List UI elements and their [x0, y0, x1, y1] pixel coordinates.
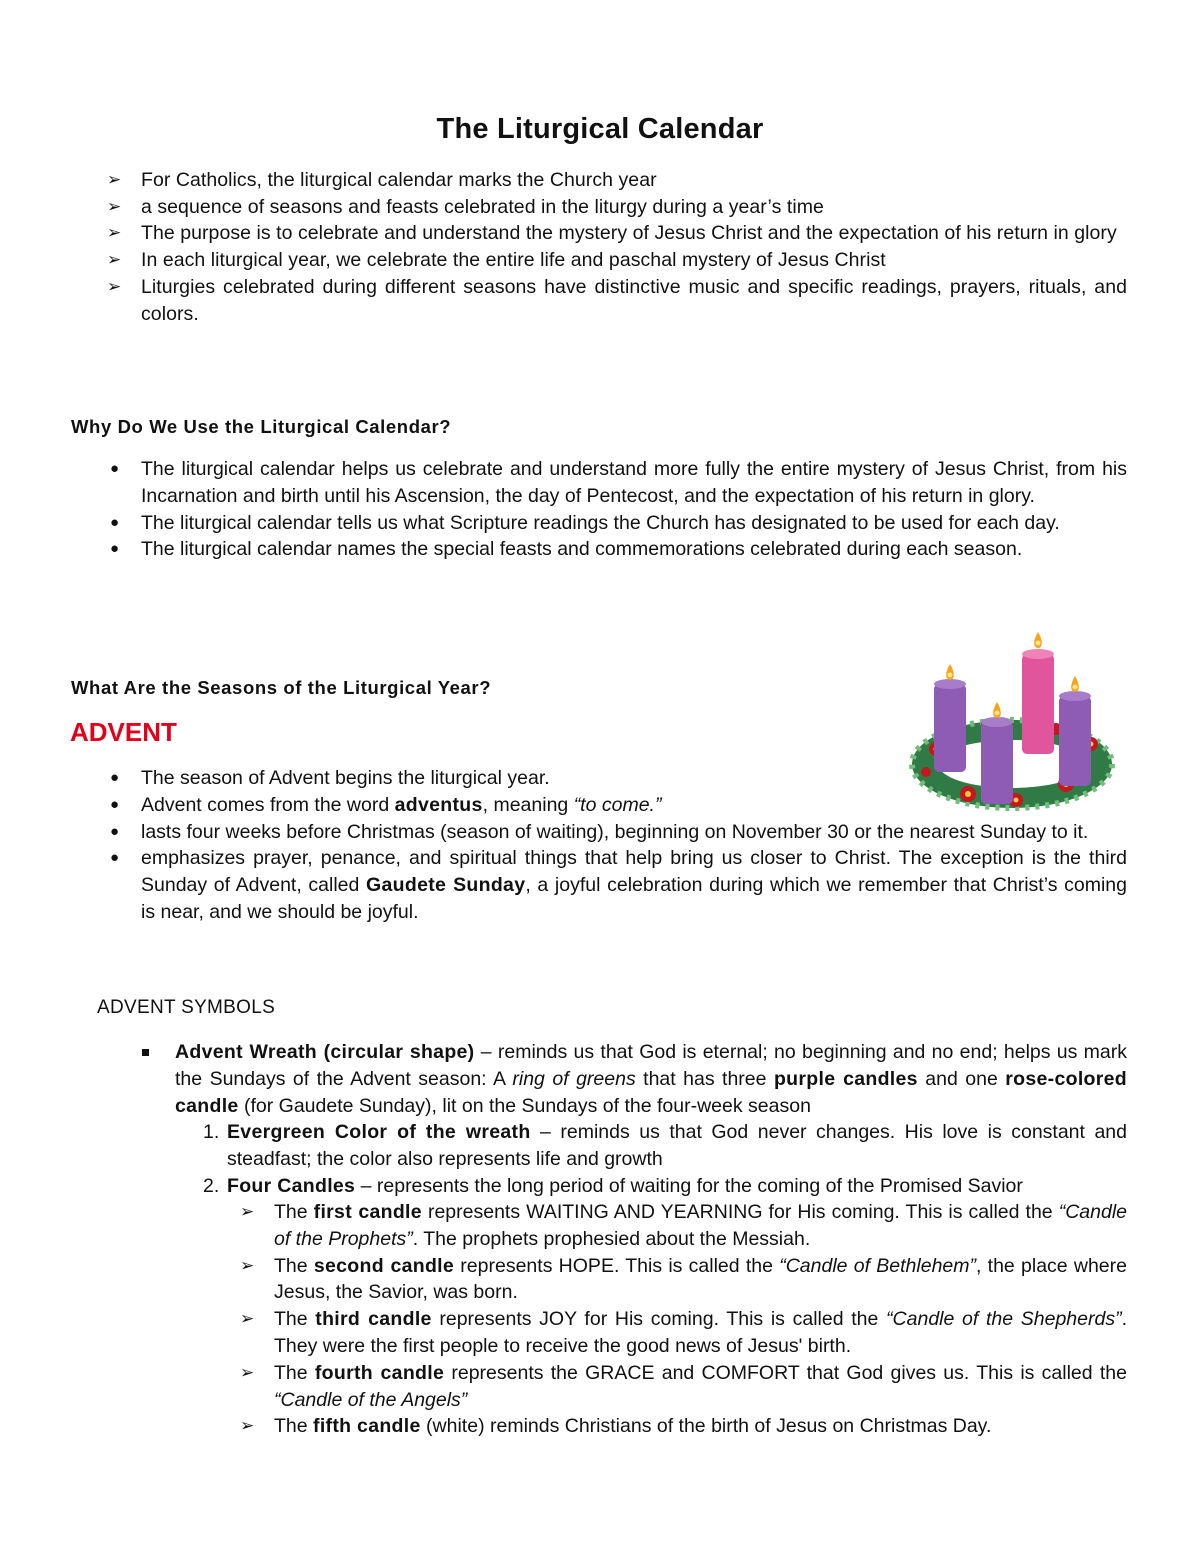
- candles-list: [240, 1199, 1127, 1440]
- advent-title: ADVENT: [70, 717, 177, 747]
- list-item: ● The season of Advent begins the liturgical year.: [107, 765, 1127, 792]
- list-item: ➢ The third candle represents JOY for His coming. This is called the “Candle of the Shepherds”. They were the first people to receive the good news of Jesus' birth.: [240, 1308, 1127, 1357]
- list-item: ● lasts four weeks before Christmas (season of waiting), beginning on November 30 or the nearest Sunday to it.: [107, 819, 1127, 846]
- bullet-icon: ●: [110, 769, 120, 786]
- purple-candle-icon: [934, 684, 966, 772]
- bullet-icon: ●: [110, 822, 120, 840]
- seasons-heading: What Are the Seasons of the Liturgical Year?: [71, 677, 492, 698]
- why-heading: Why Do We Use the Liturgical Calendar?: [71, 416, 452, 437]
- arrow-bullet-icon: ➢: [240, 1255, 255, 1275]
- bullet-icon: ●: [110, 513, 120, 531]
- rose-candle-icon: [1022, 654, 1054, 754]
- arrow-bullet-icon: ➢: [240, 1309, 255, 1329]
- list-item: ➢ The first candle represents WAITING AND YEARNING for His coming. This is called the “Candle of the Prophets”. The prophets prophesied about the Messiah.: [240, 1201, 1127, 1250]
- list-item: ● The liturgical calendar tells us what Scripture readings the Church has designated to be used for each day.: [107, 510, 1127, 537]
- arrow-bullet-icon: ➢: [240, 1362, 255, 1382]
- bullet-icon: ●: [110, 540, 120, 558]
- list-item: ➢ The purpose is to celebrate and understand the mystery of Jesus Christ and the expectation of his return in glory: [107, 220, 1127, 247]
- square-bullet-icon: [142, 1049, 149, 1056]
- why-list: [107, 456, 1127, 563]
- list-item: Advent Wreath (circular shape) – reminds us that God is eternal; no beginning and no end; helps us mark the Sundays of the Advent season: A ring of greens that has three purple candles and one rose-colored candle (for Gaudete Sunday), lit on the Sundays of the four-week season: [140, 1039, 1127, 1119]
- arrow-bullet-icon: ➢: [107, 276, 122, 296]
- advent-symbols-heading: ADVENT SYMBOLS: [97, 997, 276, 1018]
- arrow-bullet-icon: ➢: [107, 170, 122, 189]
- arrow-bullet-icon: ➢: [107, 196, 122, 216]
- list-item: 1. Evergreen Color of the wreath – reminds us that God never changes. His love is constant and steadfast; the color also represents life and growth: [203, 1121, 1127, 1170]
- list-item: ● The liturgical calendar names the special feasts and commemorations celebrated during each season.: [107, 536, 1127, 563]
- list-item: ➢ a sequence of seasons and feasts celebrated in the liturgy during a year’s time: [107, 194, 1127, 221]
- arrow-bullet-icon: ➢: [107, 250, 122, 270]
- arrow-bullet-icon: ➢: [240, 1416, 255, 1436]
- list-item: ➢ The fourth candle represents the GRACE and COMFORT that God gives us. This is called the “Candle of the Angels”: [240, 1361, 1127, 1411]
- page-title: The Liturgical Calendar: [436, 113, 764, 145]
- list-item: ➢ Liturgies celebrated during different seasons have distinctive music and specific readings, prayers, rituals, and colors.: [107, 275, 1127, 325]
- list-item: ➢ For Catholics, the liturgical calendar marks the Church year: [107, 167, 1127, 194]
- advent-list: [107, 765, 1127, 926]
- list-item: ● emphasizes prayer, penance, and spiritual things that help bring us closer to Christ. The exception is the third Sunday of Advent, called Gaudete Sunday, a joyful celebration during which we remember that Christ’s coming is near, and we should be joyful.: [110, 847, 1127, 923]
- intro-list: [107, 167, 1127, 327]
- bullet-icon: ●: [110, 460, 120, 477]
- list-item: 2. Four Candles – represents the long period of waiting for the coming of the Promised Savior: [203, 1174, 1023, 1197]
- list-item: ● The liturgical calendar helps us celebrate and understand more fully the entire mystery of Jesus Christ, from his Incarnation and birth until his Ascension, the day of Pentecost, and the expectation of his return in glory.: [110, 458, 1127, 507]
- list-item: ● Advent comes from the word adventus, meaning “to come.”: [107, 792, 1127, 819]
- symbols-list: [140, 1039, 1127, 1119]
- list-item: ➢ The second candle represents HOPE. This is called the “Candle of Bethlehem”, the place where Jesus, the Savior, was born.: [240, 1254, 1127, 1304]
- wreath-parts-list: [203, 1119, 1127, 1199]
- bullet-icon: ●: [110, 795, 120, 813]
- arrow-bullet-icon: ➢: [107, 223, 122, 243]
- list-item: ➢ The fifth candle (white) reminds Christians of the birth of Jesus on Christmas Day.: [240, 1413, 1127, 1440]
- list-item: ➢ In each liturgical year, we celebrate the entire life and paschal mystery of Jesus Christ: [107, 247, 1127, 274]
- flame-icon: [946, 632, 1079, 718]
- arrow-bullet-icon: ➢: [240, 1202, 255, 1221]
- bullet-icon: ●: [110, 849, 120, 867]
